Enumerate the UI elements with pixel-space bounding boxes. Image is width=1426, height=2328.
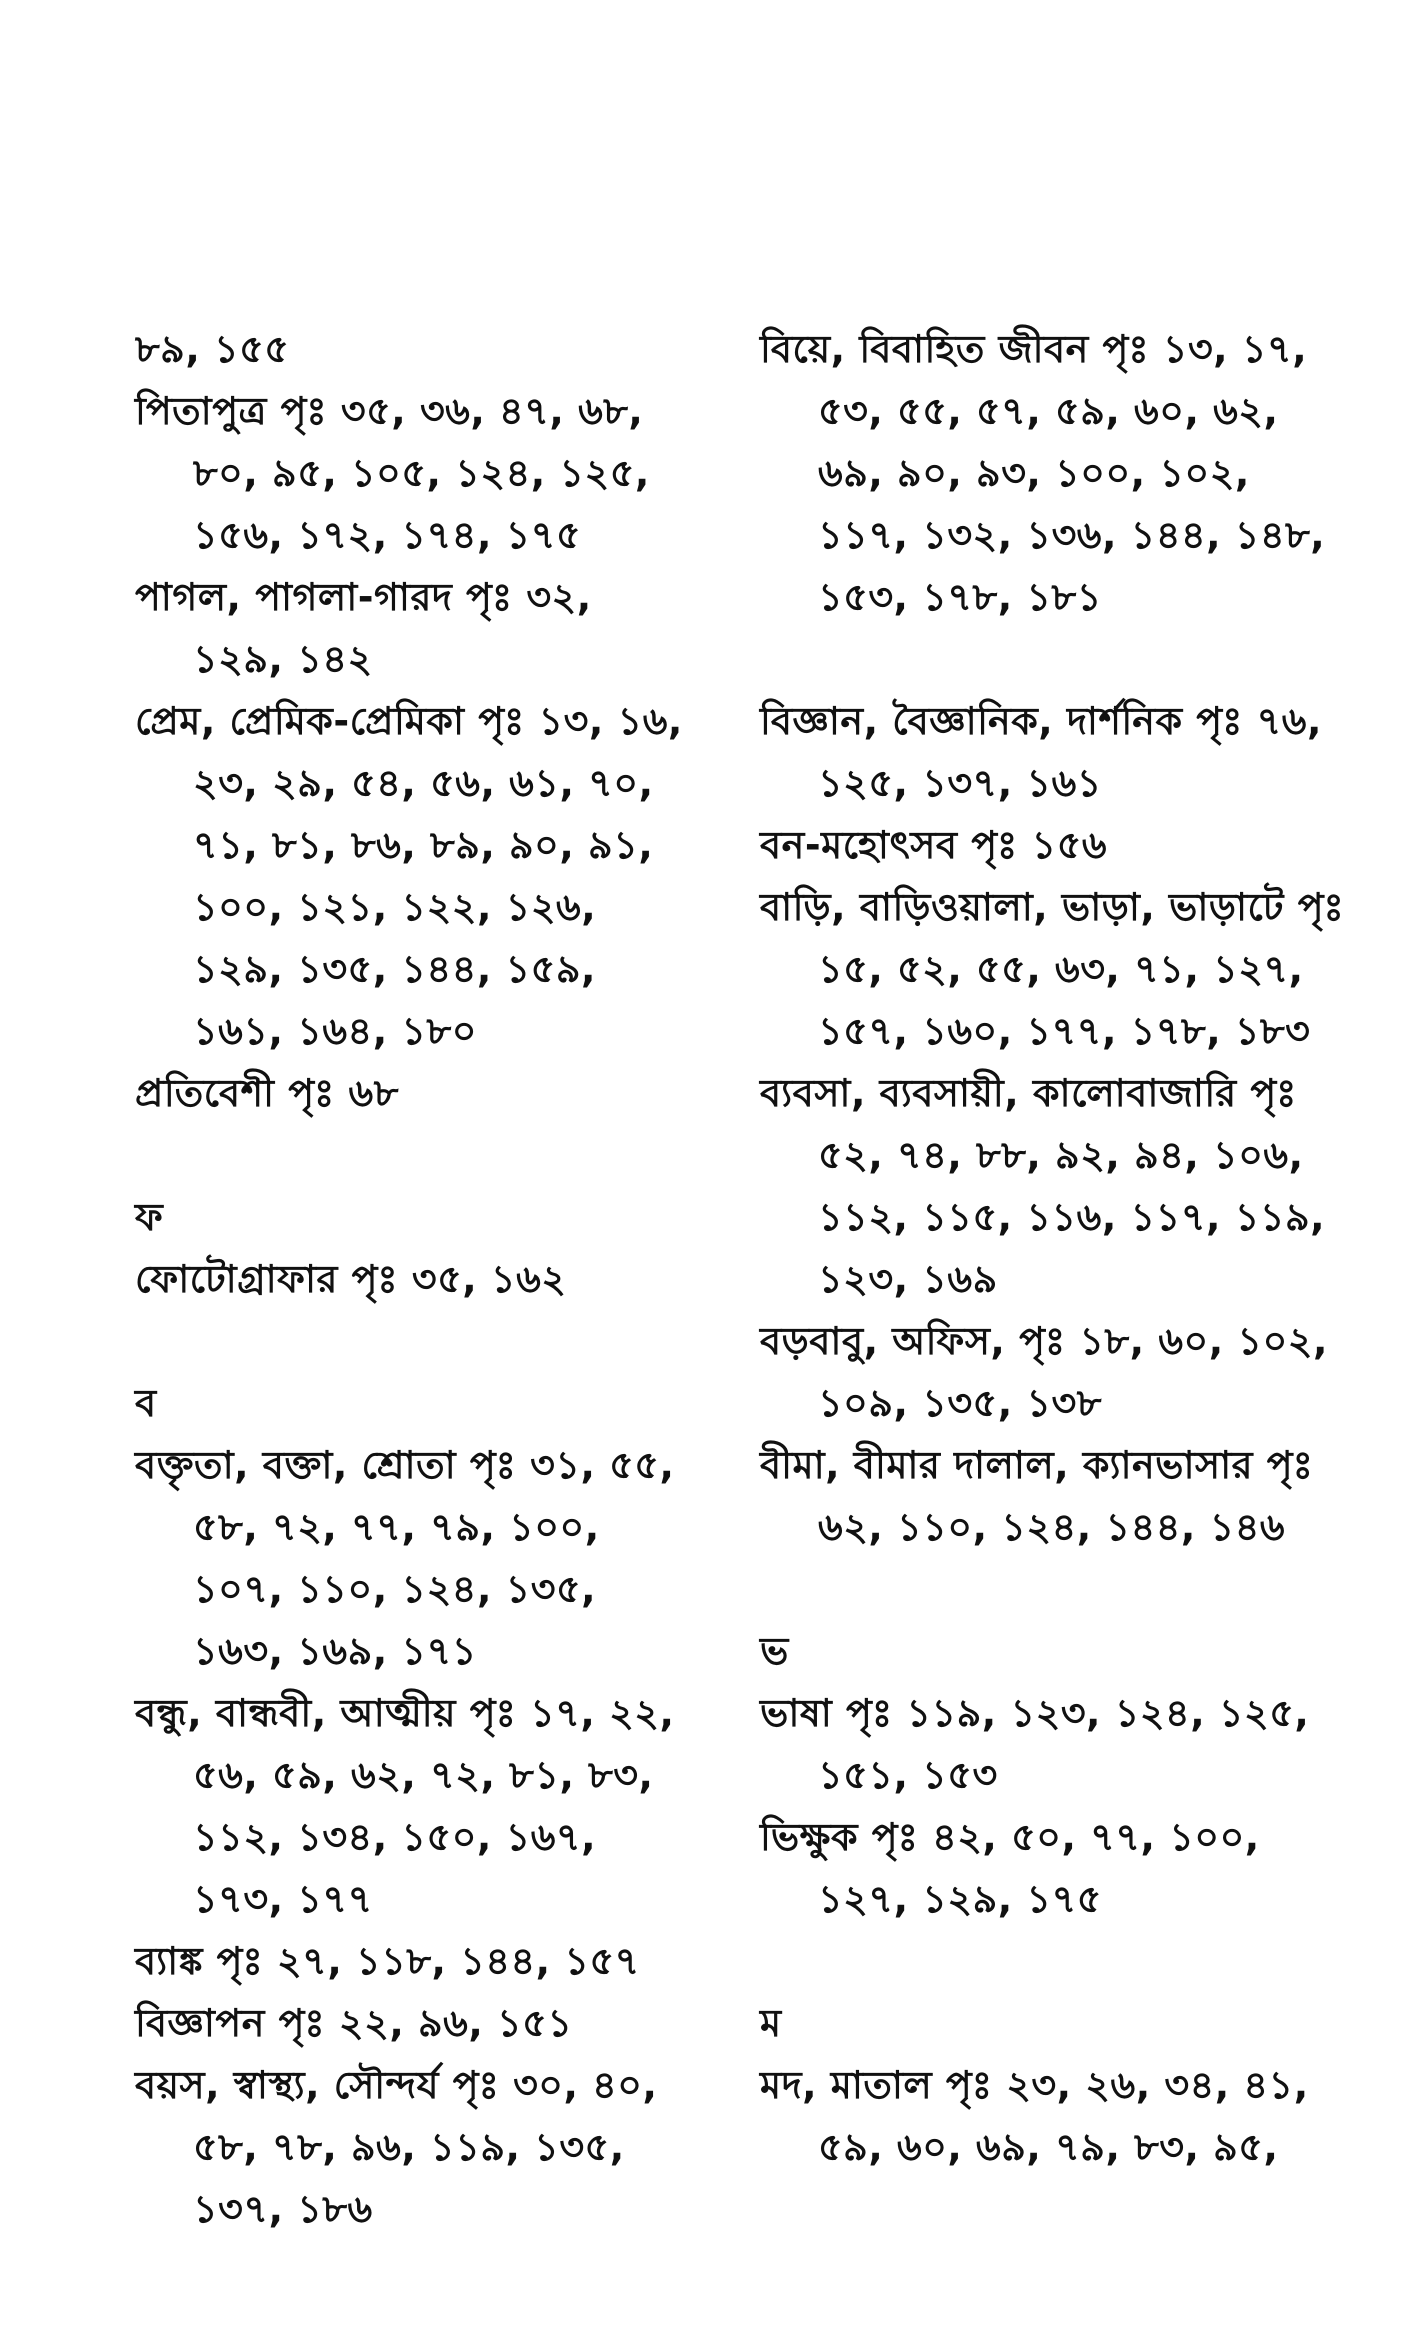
section-gap xyxy=(135,1310,695,1372)
index-entry: পাগল, পাগলা-গারদ পৃঃ ৩২, ১২৯, ১৪২ xyxy=(135,575,592,681)
index-entry: ব্যাঙ্ক পৃঃ ২৭, ১১৮, ১৪৪, ১৫৭ xyxy=(135,1939,640,1983)
index-entry: পিতাপুত্র পৃঃ ৩৫, ৩৬, ৪৭, ৬৮, ৮০, ৯৫, ১০৫, ১২৪, ১২৫, ১৫৬, ১৭২, ১৭৪, ১৭৫ xyxy=(135,389,650,557)
index-entry: প্রতিবেশী পৃঃ ৬৮ xyxy=(135,1071,399,1115)
index-entry: মদ, মাতাল পৃঃ ২৩, ২৬, ৩৪, ৪১, ৫৯, ৬০, ৬৯, ৭৯, ৮৩, ৯৫, xyxy=(760,2063,1309,2169)
index-entry: বিজ্ঞাপন পৃঃ ২২, ৯৬, ১৫১ xyxy=(135,2001,573,2045)
section-gap xyxy=(135,1124,695,1186)
index-entry: বন্ধু, বান্ধবী, আত্মীয় পৃঃ ১৭, ২২, ৫৬, ৫৯, ৬২, ৭২, ৮১, ৮৩, ১১২, ১৩৪, ১৫০, ১৬৭, ১৭৩, ১৭৭ xyxy=(135,1691,675,1921)
index-entry: প্রেম, প্রেমিক-প্রেমিকা পৃঃ ১৩, ১৬, ২৩, ২৯, ৫৪, ৫৬, ৬১, ৭০, ৭১, ৮১, ৮৬, ৮৯, ৯০, ৯১, ১০০, ১২১, ১২২, ১২৬, ১২৯, ১৩৫, ১৪৪, ১৫৯, ১৬১, ১৬৪, ১৮০ xyxy=(135,699,683,1053)
index-entry: বিজ্ঞান, বৈজ্ঞানিক, দার্শনিক পৃঃ ৭৬, ১২৫, ১৩৭, ১৬১ xyxy=(760,699,1322,805)
index-column-left xyxy=(135,318,695,2240)
index-entry: বয়স, স্বাস্থ্য, সৌন্দর্য পৃঃ ৩০, ৪০, ৫৮, ৭৮, ৯৬, ১১৯, ১৩৫, ১৩৭, ১৮৬ xyxy=(135,2063,658,2231)
index-entry: বিয়ে, বিবাহিত জীবন পৃঃ ১৩, ১৭, ৫৩, ৫৫, ৫৭, ৫৯, ৬০, ৬২, ৬৯, ৯০, ৯৩, ১০০, ১০২, ১১৭, ১৩২, ১৩৬, ১৪৪, ১৪৮, ১৫৩, ১৭৮, ১৮১ xyxy=(760,327,1326,619)
section-letter-heading: ব xyxy=(135,1381,157,1425)
index-entry: বন-মহোৎসব পৃঃ ১৫৬ xyxy=(760,823,1108,867)
index-column-right xyxy=(760,318,1350,2178)
index-entry: বাড়ি, বাড়িওয়ালা, ভাড়া, ভাড়াটে পৃঃ ১৫, ৫২, ৫৫, ৬৩, ৭১, ১২৭, ১৫৭, ১৬০, ১৭৭, ১৭৮, ১৮৩ xyxy=(760,885,1345,1053)
section-letter-heading: ফ xyxy=(135,1195,163,1239)
section-letter-heading: ম xyxy=(760,2001,782,2045)
index-entry: বড়বাবু, অফিস, পৃঃ ১৮, ৬০, ১০২, ১০৯, ১৩৫, ১৩৮ xyxy=(760,1319,1328,1425)
section-gap xyxy=(760,1930,1350,1992)
index-entry: ভাষা পৃঃ ১১৯, ১২৩, ১২৪, ১২৫, ১৫১, ১৫৩ xyxy=(760,1691,1310,1797)
index-entry: ৮৯, ১৫৫ xyxy=(135,327,290,371)
index-entry: ব্যবসা, ব্যবসায়ী, কালোবাজারি পৃঃ ৫২, ৭৪, ৮৮, ৯২, ৯৪, ১০৬, ১১২, ১১৫, ১১৬, ১১৭, ১১৯, ১২৩, ১৬৯ xyxy=(760,1071,1326,1301)
index-entry: ভিক্ষুক পৃঃ ৪২, ৫০, ৭৭, ১০০, ১২৭, ১২৯, ১৭৫ xyxy=(760,1815,1260,1921)
section-gap xyxy=(760,1558,1350,1620)
index-entry: বীমা, বীমার দালাল, ক্যানভাসার পৃঃ ৬২, ১১০, ১২৪, ১৪৪, ১৪৬ xyxy=(760,1443,1314,1549)
section-letter-heading: ভ xyxy=(760,1629,789,1673)
index-entry: বক্তৃতা, বক্তা, শ্রোতা পৃঃ ৩১, ৫৫, ৫৮, ৭২, ৭৭, ৭৯, ১০০, ১০৭, ১১০, ১২৪, ১৩৫, ১৬৩, ১৬৯, ১৭১ xyxy=(135,1443,675,1673)
index-entry: ফোটোগ্রাফার পৃঃ ৩৫, ১৬২ xyxy=(135,1257,567,1301)
section-gap xyxy=(760,628,1350,690)
